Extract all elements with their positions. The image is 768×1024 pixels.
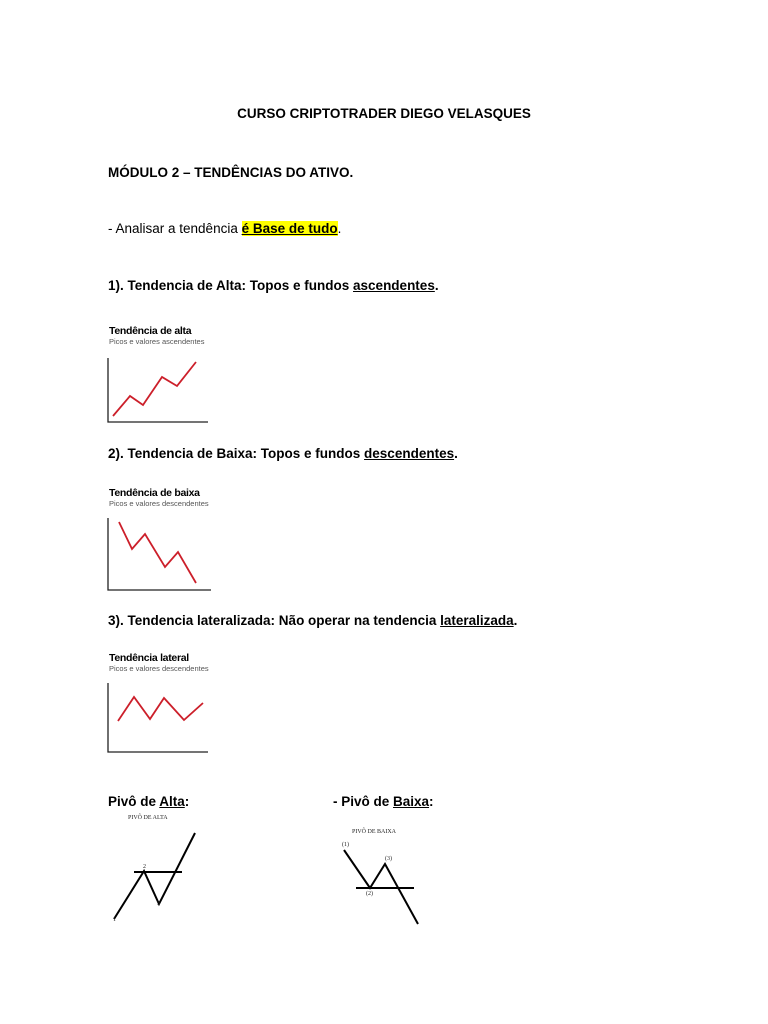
chart-axes bbox=[108, 358, 208, 422]
section-uptrend-heading bbox=[108, 278, 439, 293]
pivot-prefix: - Pivô de bbox=[333, 794, 394, 809]
document-title: CURSO CRIPTOTRADER DIEGO VELASQUES bbox=[237, 106, 531, 121]
section-label: 1). Tendencia de Alta: Topos e fundos bbox=[108, 278, 354, 293]
figure-title: Tendência de baixa bbox=[109, 487, 200, 499]
sideways-chart bbox=[100, 677, 210, 753]
pivot-low-heading bbox=[333, 794, 434, 809]
uptrend-figure bbox=[109, 325, 204, 346]
pivot-keyword: Baixa bbox=[393, 794, 430, 809]
section-keyword: ascendentes bbox=[353, 278, 435, 293]
pivot-high-heading bbox=[108, 794, 189, 809]
pivot-label: 3 bbox=[157, 901, 160, 907]
chart-axes bbox=[108, 683, 208, 752]
figure-subtitle: Picos e valores descendentes bbox=[109, 499, 209, 508]
intro-highlight: é Base de tudo bbox=[241, 221, 338, 236]
section-keyword: lateralizada bbox=[440, 613, 514, 628]
intro-line bbox=[108, 221, 341, 236]
section-label: 3). Tendencia lateralizada: Não operar na tendencia bbox=[108, 613, 441, 628]
pivot-keyword: Alta bbox=[159, 794, 185, 809]
section-label: 2). Tendencia de Baixa: Topos e fundos bbox=[108, 446, 365, 461]
pivot-prefix: Pivô de bbox=[108, 794, 160, 809]
section-keyword: descendentes bbox=[364, 446, 455, 461]
pivot-end: : bbox=[429, 794, 434, 809]
figure-subtitle: Picos e valores descendentes bbox=[109, 664, 209, 673]
module-heading: MÓDULO 2 – TENDÊNCIAS DO ATIVO. bbox=[108, 165, 354, 180]
pivot-high-diagram bbox=[100, 825, 200, 925]
pivot-high-figure-title: PIVÔ DE ALTA bbox=[128, 815, 168, 821]
chart-axes bbox=[108, 518, 211, 590]
trend-line bbox=[118, 697, 203, 721]
pivot-label: (3) bbox=[385, 856, 392, 862]
section-downtrend-heading bbox=[108, 446, 458, 461]
downtrend-figure bbox=[109, 487, 209, 508]
pivot-label: 2 bbox=[143, 864, 146, 870]
section-end: . bbox=[513, 613, 518, 628]
intro-prefix: - Analisar a tendência bbox=[108, 221, 242, 236]
figure-title: Tendência lateral bbox=[109, 652, 189, 664]
trend-line bbox=[119, 522, 196, 583]
figure-subtitle: Picos e valores ascendentes bbox=[109, 337, 205, 346]
section-sideways-heading bbox=[108, 613, 517, 628]
pivot-label: (1) bbox=[342, 842, 349, 848]
trend-line bbox=[113, 362, 196, 416]
pivot-line bbox=[114, 833, 195, 919]
section-end: . bbox=[454, 446, 458, 461]
sideways-figure bbox=[109, 652, 209, 673]
figure-title: Tendência de alta bbox=[109, 325, 192, 337]
uptrend-chart bbox=[100, 350, 210, 425]
pivot-label: (2) bbox=[366, 891, 373, 897]
downtrend-chart bbox=[100, 512, 212, 592]
intro-suffix: . bbox=[337, 221, 342, 236]
pivot-label: 1 bbox=[113, 917, 116, 923]
pivot-low-figure-title: PIVÔ DE BAIXA bbox=[352, 829, 396, 835]
pivot-end: : bbox=[184, 794, 190, 809]
section-end: . bbox=[434, 278, 439, 293]
